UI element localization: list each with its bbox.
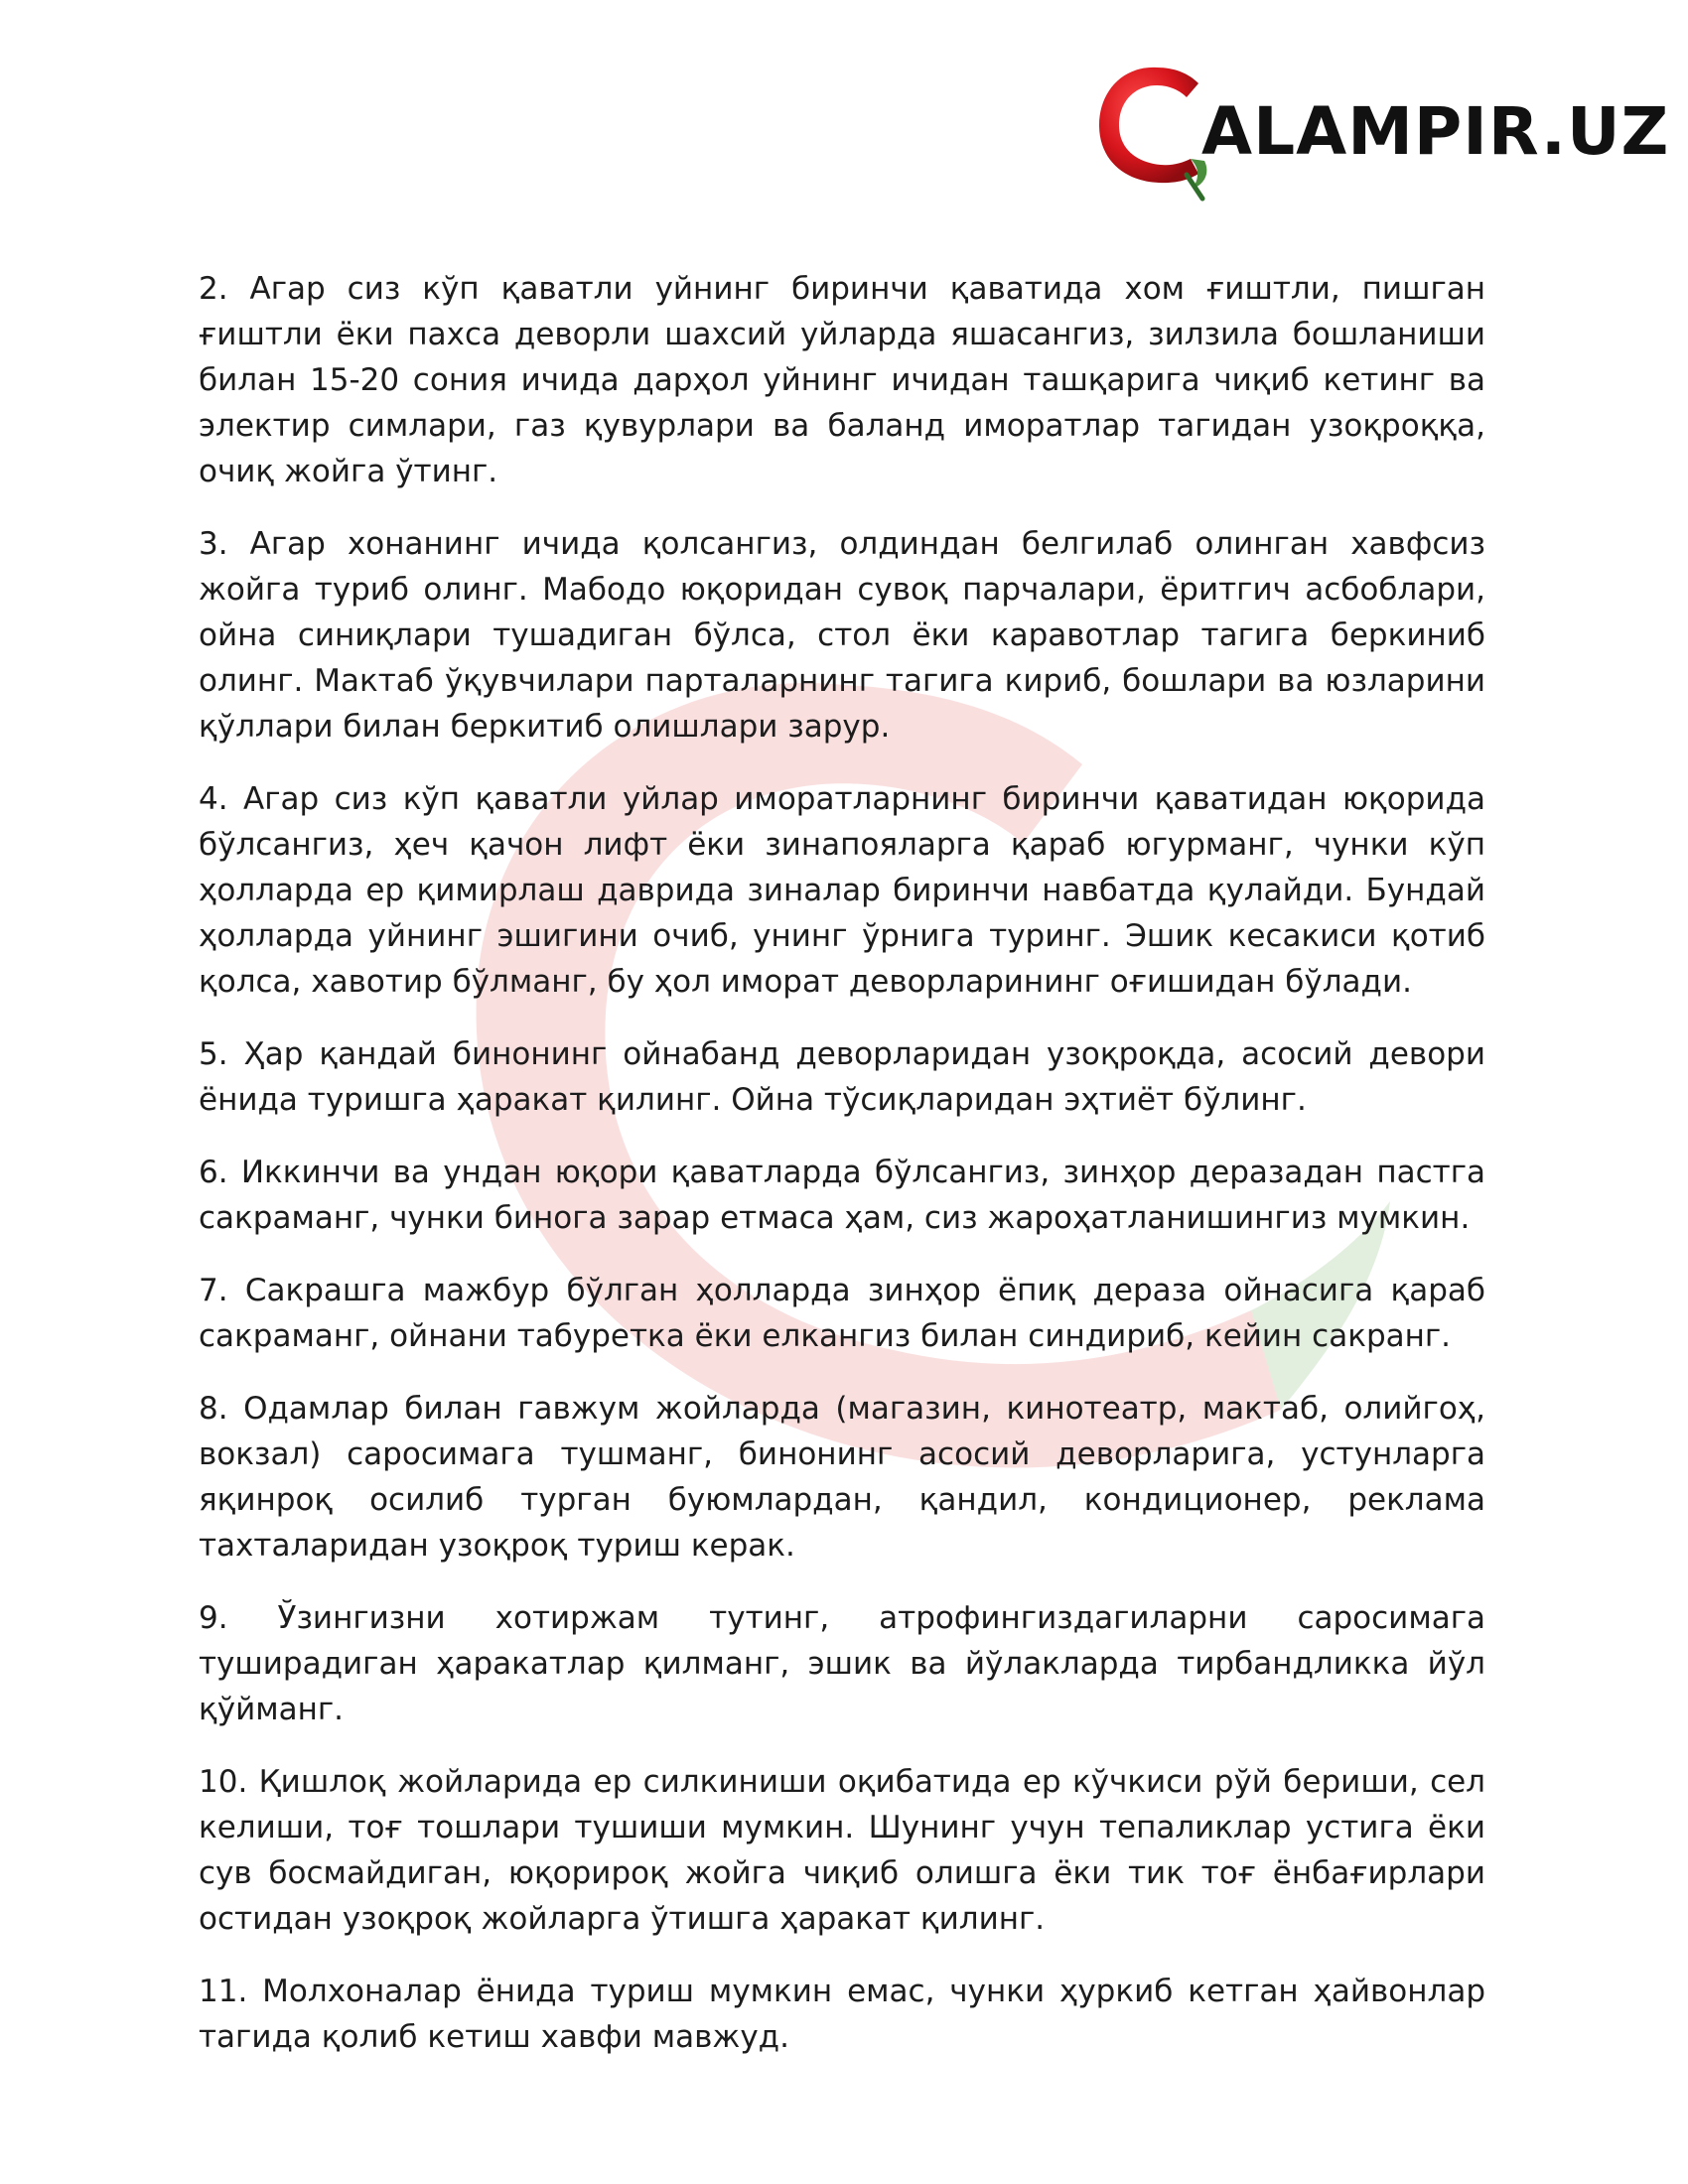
site-logo[interactable] xyxy=(1087,58,1670,206)
paragraph-10: 10. Қишлоқ жойларида ер силкиниши оқибатида ер кўчкиси рўй бериши, сел келиши, тоғ тошлари тушиши мумкин. Шунинг учун тепаликлар устига ёки сув босмайдиган, юқорироқ жойга чиқиб олишга ёки тик тоғ ёнбағирлари остидан узоқроқ жойларга ўтишга ҳаракат қилинг. xyxy=(199,1764,1485,1937)
paragraph-11: 11. Молхоналар ёнида туриш мумкин емас, чунки ҳуркиб кетган ҳайвонлар тагида қолиб кетиш хавфи мавжуд. xyxy=(199,1974,1485,2055)
logo-text: ALAMPIR.UZ xyxy=(1201,93,1670,170)
paragraph-4: 4. Агар сиз кўп қаватли уйлар иморатларнинг биринчи қаватидан юқорида бўлсангиз, ҳеч қачон лифт ёки зинапояларга қараб югурманг, чунки кўп ҳолларда ер қимирлаш даврида зиналар биринчи навбатда қулайди. Бундай ҳолларда уйнинг эшигини очиб, унинг ўрнига туринг. Эшик кесакиси қотиб қолса, хавотир бўлманг, бу ҳол иморат деворларининг оғишидан бўлади. xyxy=(199,781,1485,1000)
paragraph-9: 9. Ўзингизни хотиржам тутинг, атрофингиздагиларни саросимага туширадиган ҳаракатлар қилманг, эшик ва йўлакларда тирбандликка йўл қўйманг. xyxy=(199,1600,1485,1727)
paragraph-5: 5. Ҳар қандай бинонинг ойнабанд деворларидан узоқроқда, асосий девори ёнида туришга ҳаракат қилинг. Ойна тўсиқларидан эҳтиёт бўлинг. xyxy=(199,1036,1485,1118)
document-body xyxy=(199,266,1485,2087)
paragraph-2: 2. Агар сиз кўп қаватли уйнинг биринчи қаватида хом ғиштли, пишган ғиштли ёки пахса деворли шахсий уйларда яшасангиз, зилзила бошланиши билан 15-20 сония ичида дарҳол уйнинг ичидан ташқарига чиқиб кетинг ва электир симлари, газ қувурлари ва баланд иморатлар тагидан узоқроққа, очиқ жойга ўтинг. xyxy=(199,271,1485,489)
paragraph-8: 8. Одамлар билан гавжум жойларда (магазин, кинотеатр, мактаб, олийгоҳ, вокзал) саросимага тушманг, бинонинг асосий деворларига, устунларга яқинроқ осилиб турган буюмлардан, қандил, кондиционер, реклама тахталаридан узоқроқ туриш керак. xyxy=(199,1391,1485,1564)
paragraph-3: 3. Агар хонанинг ичида қолсангиз, олдиндан белгилаб олинган хавфсиз жойга туриб олинг. Мабодо юқоридан сувоқ парчалари, ёритгич асбоблари, ойна синиқлари тушадиган бўлса, стол ёки каравотлар тагига беркиниб олинг. Мактаб ўқувчилари парталарнинг тагига кириб, бошлари ва юзларини қўллари билан беркитиб олишлари зарур. xyxy=(199,526,1485,745)
paragraph-7: 7. Сакрашга мажбур бўлган ҳолларда зинҳор ёпиқ дераза ойнасига қараб сакраманг, ойнани табуретка ёки елкангиз билан синдириб, кейин сакранг. xyxy=(199,1273,1485,1354)
chili-pepper-q-icon xyxy=(1087,58,1216,206)
paragraph-6: 6. Иккинчи ва ундан юқори қаватларда бўлсангиз, зинҳор деразадан пастга сакраманг, чунки бинога зарар етмаса ҳам, сиз жароҳатланишингиз мумкин. xyxy=(199,1155,1485,1236)
